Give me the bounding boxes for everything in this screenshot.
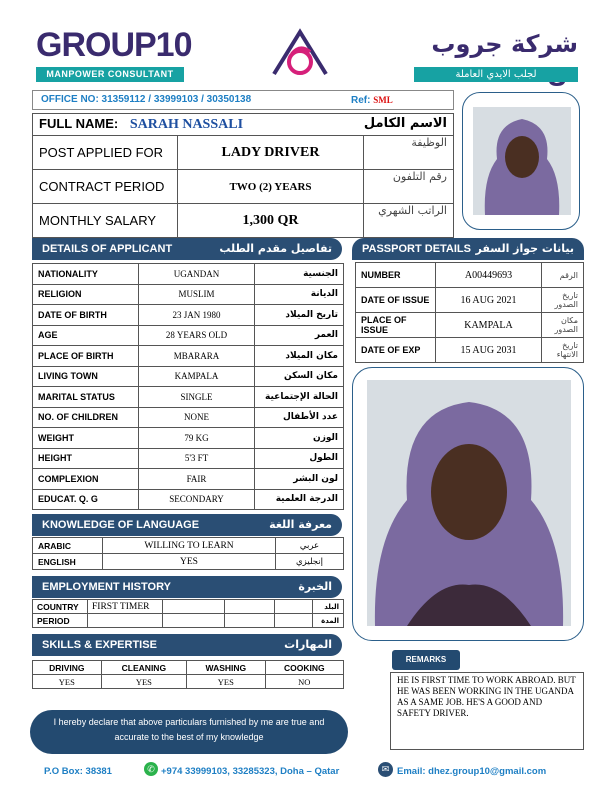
applicant-table	[32, 263, 344, 510]
declaration: I hereby declare that above particulars furnished by me are true and accurate to the best of my knowledge	[30, 710, 348, 754]
passport-table	[355, 262, 584, 363]
period-label: PERIOD	[33, 614, 88, 628]
applicant-row	[33, 489, 344, 510]
salary-label: MONTHLY SALARY	[33, 204, 178, 238]
applicant-field-ar: الجنسية	[255, 264, 344, 285]
post-ar: الوظيفة	[364, 136, 454, 170]
logo-tagline: MANPOWER CONSULTANT	[36, 67, 184, 82]
applicant-field-label: COMPLEXION	[33, 469, 139, 490]
period-ar: المدة	[313, 614, 344, 628]
applicant-section-header	[32, 238, 342, 260]
full-name-label: FULL NAME:	[39, 116, 119, 131]
applicant-row	[33, 346, 344, 367]
applicant-row	[33, 284, 344, 305]
reference	[351, 91, 393, 110]
passport-field-value: KAMPALA	[436, 313, 542, 338]
employment-title-ar: الخبرة	[298, 580, 332, 593]
language-row	[33, 554, 344, 570]
passport-section-header	[352, 238, 584, 260]
email-icon: ✉	[378, 762, 393, 777]
employment-country-row	[33, 600, 344, 614]
applicant-field-ar: الطول	[255, 448, 344, 469]
applicant-field-label: WEIGHT	[33, 428, 139, 449]
passport-title: PASSPORT DETAILS	[362, 243, 471, 255]
applicant-field-ar: مكان الميلاد	[255, 346, 344, 367]
skills-header-row	[33, 661, 344, 675]
ref-label: Ref:	[351, 95, 371, 106]
salary-ar: الراتب الشهري	[364, 204, 454, 238]
skill-value: YES	[101, 675, 187, 689]
post-row	[33, 136, 454, 170]
applicant-field-ar: الحالة الإجتماعية	[255, 387, 344, 408]
applicant-field-value: SINGLE	[139, 387, 255, 408]
language-ar: إنجليزي	[276, 554, 344, 570]
full-name-row	[33, 114, 454, 136]
skill-header: CLEANING	[101, 661, 187, 675]
applicant-field-label: NATIONALITY	[33, 264, 139, 285]
skill-header: COOKING	[265, 661, 343, 675]
passport-field-label: DATE OF EXP	[356, 338, 436, 363]
employment-period-row	[33, 614, 344, 628]
language-title: KNOWLEDGE OF LANGUAGE	[42, 519, 200, 531]
applicant-field-label: LIVING TOWN	[33, 366, 139, 387]
applicant-row	[33, 387, 344, 408]
whatsapp-icon: ✆	[144, 762, 158, 776]
applicant-field-value: MUSLIM	[139, 284, 255, 305]
applicant-row	[33, 469, 344, 490]
applicant-field-value: 28 YEARS OLD	[139, 325, 255, 346]
applicant-field-label: DATE OF BIRTH	[33, 305, 139, 326]
group10-logo: GROUP10	[36, 26, 192, 64]
applicant-row	[33, 407, 344, 428]
footer-phone: +974 33999103, 33285323, Doha – Qatar	[161, 766, 340, 777]
skills-value-row	[33, 675, 344, 689]
applicant-row	[33, 264, 344, 285]
applicant-field-value: 5'3 FT	[139, 448, 255, 469]
applicant-field-label: MARITAL STATUS	[33, 387, 139, 408]
applicant-field-value: 23 JAN 1980	[139, 305, 255, 326]
country-value: FIRST TIMER	[88, 600, 163, 614]
applicant-field-value: UGANDAN	[139, 264, 255, 285]
passport-row	[356, 338, 584, 363]
ref-value: SML	[373, 95, 393, 105]
applicant-field-label: HEIGHT	[33, 448, 139, 469]
contract-row	[33, 170, 454, 204]
applicant-field-label: EDUCAT. Q. G	[33, 489, 139, 510]
arabic-tagline: لجلب الايدي العاملة	[414, 67, 578, 82]
language-table	[32, 537, 344, 570]
language-label: ENGLISH	[33, 554, 103, 570]
applicant-field-ar: الدرجة العلمية	[255, 489, 344, 510]
passport-field-ar: مكان الصدور	[542, 313, 584, 338]
passport-title-ar: بيانات جواز السفر	[475, 242, 574, 255]
employment-title: EMPLOYMENT HISTORY	[42, 581, 171, 593]
passport-field-value: 16 AUG 2021	[436, 288, 542, 313]
passport-field-ar: تاريخ الانتهاء	[542, 338, 584, 363]
passport-field-ar: الرقم	[542, 263, 584, 288]
applicant-field-value: MBARARA	[139, 346, 255, 367]
language-ar: عربي	[276, 538, 344, 554]
skills-section-header	[32, 634, 342, 656]
applicant-field-value: FAIR	[139, 469, 255, 490]
footer-po-box: P.O Box: 38381	[44, 766, 112, 777]
applicant-field-ar: تاريخ الميلاد	[255, 305, 344, 326]
full-name-value: SARAH NASSALI	[129, 117, 244, 132]
skill-header: WASHING	[187, 661, 265, 675]
skill-value: NO	[265, 675, 343, 689]
passport-row	[356, 313, 584, 338]
applicant-field-ar: لون البشر	[255, 469, 344, 490]
main-info-table	[32, 113, 454, 238]
applicant-title: DETAILS OF APPLICANT	[42, 243, 173, 255]
passport-field-label: PLACE OF ISSUE	[356, 313, 436, 338]
country-label: COUNTRY	[33, 600, 88, 614]
applicant-row	[33, 305, 344, 326]
contract-value: TWO (2) YEARS	[178, 170, 364, 204]
passport-row	[356, 288, 584, 313]
applicant-field-value: NONE	[139, 407, 255, 428]
applicant-row	[33, 448, 344, 469]
applicant-row	[33, 325, 344, 346]
applicant-field-ar: الديانة	[255, 284, 344, 305]
skill-value: YES	[187, 675, 265, 689]
applicant-field-ar: مكان السكن	[255, 366, 344, 387]
applicant-title-ar: تفاصيل مقدم الطلب	[219, 242, 332, 255]
post-label: POST APPLIED FOR	[33, 136, 178, 170]
arabic-brand: شركة جروب	[431, 30, 578, 58]
passport-row	[356, 263, 584, 288]
language-label: ARABIC	[33, 538, 103, 554]
language-value: YES	[103, 554, 276, 570]
person-photo-icon	[473, 107, 571, 215]
passport-field-ar: تاريخ الصدور	[542, 288, 584, 313]
passport-field-label: NUMBER	[356, 263, 436, 288]
applicant-photo-large	[352, 367, 584, 641]
applicant-field-label: AGE	[33, 325, 139, 346]
applicant-field-label: PLACE OF BIRTH	[33, 346, 139, 367]
passport-field-value: A00449693	[436, 263, 542, 288]
post-value: LADY DRIVER	[178, 136, 364, 170]
remarks-title: REMARKS	[392, 650, 460, 670]
skills-table	[32, 660, 344, 689]
office-numbers-box	[32, 90, 454, 110]
applicant-field-value: 79 KG	[139, 428, 255, 449]
applicant-field-value: SECONDARY	[139, 489, 255, 510]
applicant-field-label: RELIGION	[33, 284, 139, 305]
applicant-row	[33, 428, 344, 449]
skills-title: SKILLS & EXPERTISE	[42, 639, 157, 651]
full-name-ar: الاسم الكامل	[363, 116, 447, 131]
applicant-field-ar: الوزن	[255, 428, 344, 449]
passport-field-value: 15 AUG 2031	[436, 338, 542, 363]
remarks-text: HE IS FIRST TIME TO WORK ABROAD. BUT HE WAS BEEN WORKING IN THE UGANDA AS A SAME JOB. HE'S A GOOD AND SAFETY DRIVER.	[390, 672, 584, 750]
language-section-header	[32, 514, 342, 536]
salary-value: 1,300 QR	[178, 204, 364, 238]
language-title-ar: معرفة اللغة	[269, 518, 332, 531]
center-logo-icon	[266, 24, 334, 82]
applicant-field-ar: العمر	[255, 325, 344, 346]
salary-row	[33, 204, 454, 238]
footer-email[interactable]: Email: dhez.group10@gmail.com	[397, 766, 547, 777]
language-row	[33, 538, 344, 554]
applicant-field-ar: عدد الأطفال	[255, 407, 344, 428]
employment-table	[32, 599, 344, 628]
contract-ar: رقم التلفون	[364, 170, 454, 204]
applicant-field-label: NO. OF CHILDREN	[33, 407, 139, 428]
employment-section-header	[32, 576, 342, 598]
skills-title-ar: المهارات	[284, 638, 332, 651]
person-photo-icon	[367, 380, 571, 626]
passport-field-label: DATE OF ISSUE	[356, 288, 436, 313]
office-numbers: OFFICE NO: 31359112 / 33999103 / 30350138	[41, 94, 252, 105]
applicant-row	[33, 366, 344, 387]
applicant-field-value: KAMPALA	[139, 366, 255, 387]
country-ar: البلد	[313, 600, 344, 614]
applicant-photo-small	[462, 92, 580, 230]
skill-value: YES	[33, 675, 102, 689]
language-value: WILLING TO LEARN	[103, 538, 276, 554]
skill-header: DRIVING	[33, 661, 102, 675]
contract-label: CONTRACT PERIOD	[33, 170, 178, 204]
